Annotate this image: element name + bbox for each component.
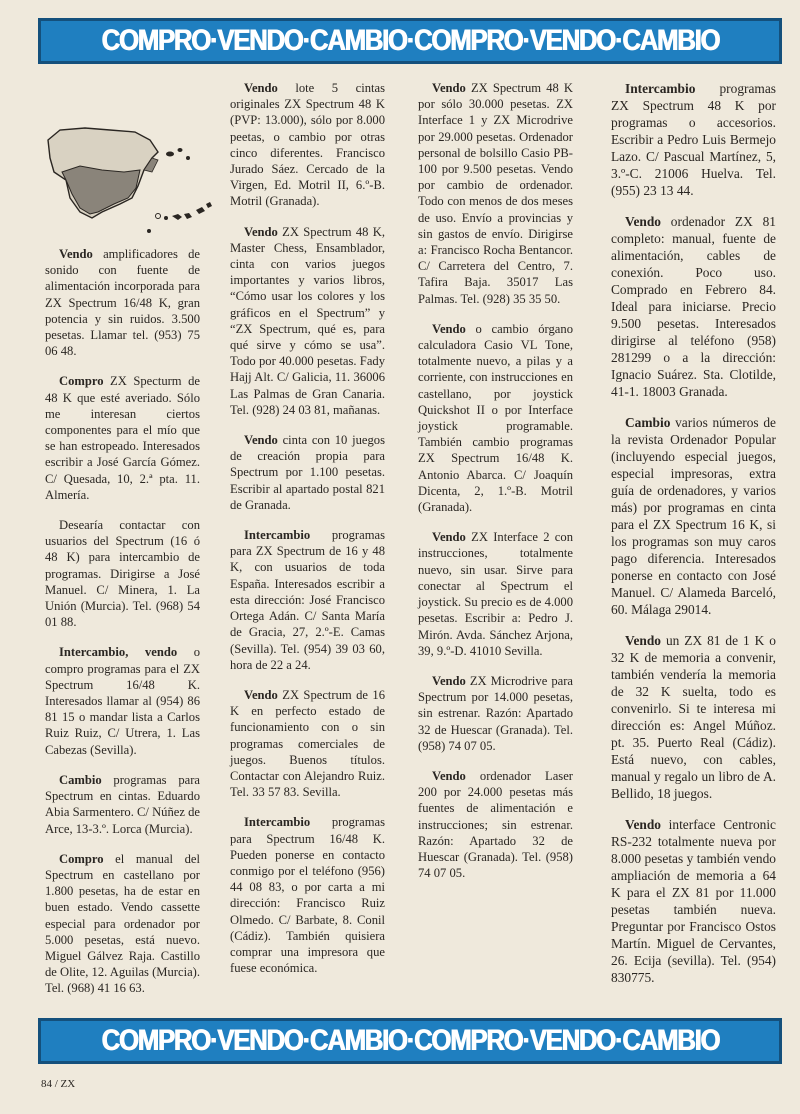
- spain-map-icon: [40, 100, 215, 240]
- classified-ad: Desearía contactar con usuarios del Spectrum (16 ó 48 K) para intercambio de programas. Dirigirse a José Manuel. C/ Minera, 1. La Unión (Murcia). Tel. (968) 54 01 88.: [45, 518, 200, 630]
- classified-ad: Compro el manual del Spectrum en castellano por 1.800 pesetas, ha de estar en buen estado. Vendo cassette especial para ordenador por 5.000 pesetas, está nuevo. Miguel Gálvez Raja. Castillo de Olite, 12. Aguilas (Murcia). Tel. (968) 41 16 63.: [45, 851, 200, 996]
- banner-title: COMPRO·VENDO·CAMBIO·COMPRO·VENDO·CAMBIO: [101, 1024, 719, 1057]
- top-banner: [38, 18, 782, 64]
- column-3: [418, 80, 573, 895]
- classified-ad: Vendo ZX Spectrum 48 K por sólo 30.000 pesetas. ZX Interface 1 y ZX Microdrive por 29.000 pesetas. Ordenador personal de bolsillo Casio PB-100 por 9.500 pesetas. Vendo por cambio de ordenador. Todo con menos de dos meses de uso. Envío a provincias y sin gastos de envío. Dirigirse a: Francisco Rocha Bentancor. C/ Carretera del Centro, 7. Tafira Baja. 35017 Las Palmas. Tel. (928) 35 35 50.: [418, 81, 573, 306]
- classified-ad: Vendo amplificadores de sonido con fuente de alimentación incorporada para ZX Spectrum 16/48 K, gran potencia y sin ruidos. 3.500 pesetas. Llamar tel. (953) 75 06 48.: [45, 247, 200, 359]
- column-4: [611, 80, 776, 1000]
- classified-ad: Vendo ZX Spectrum de 16 K en perfecto estado de funcionamiento con o sin programas comerciales de juegos. Buenos títulos. Contactar con Alejandro Ruiz. Tel. 33 57 83. Sevilla.: [230, 687, 385, 800]
- classified-ad: Vendo un ZX 81 de 1 K o 32 K de memoria a convenir, también vendería la memoria de 32 K suelta, todo es convenirlo. Si te interesa mi dirección es: Angel Múñoz. pt. 35. Puerto Real (Cádiz). Está nuevo, con cables, manual y regalo un libro de A. Bellido, 18 juegos.: [611, 633, 776, 801]
- classified-ad: Vendo ordenador ZX 81 completo: manual, fuente de alimentación, cables de conexión. Poco uso. Comprado en Febrero 84. Ideal para iniciarse. Precio 9.500 pesetas. Interesados dirigirse al teléfono (958) 281299 o a la dirección: Ignacio Suárez. Sta. Clotilde, 41-1. 18003 Granada.: [611, 214, 776, 399]
- classified-ad: Intercambio, vendo o compro programas para el ZX Spectrum 16/48 K. Interesados llamar al (954) 86 81 15 o mandar lista a Carlos Ruiz Ruiz, C/ Utrera, 1. Las Cabezas (Sevilla).: [45, 645, 200, 757]
- classified-ad: Cambio programas para Spectrum en cintas. Eduardo Abia Sarmentero. C/ Núñez de Arce, 13-3.º. Lorca (Murcia).: [45, 772, 200, 836]
- classified-ad: Vendo ZX Interface 2 con instrucciones, totalmente nuevo, sin usar. Sirve para conectar al Spectrum el joystick. Su precio es de 4.000 pesetas. Escribir a: Pedro J. Mirón. Avda. Sánchez Arjona, 39, 9.º-D. 41010 Sevilla.: [418, 530, 573, 658]
- banner-title: COMPRO·VENDO·CAMBIO·COMPRO·VENDO·CAMBIO: [101, 24, 719, 57]
- classified-ad: Vendo ZX Spectrum 48 K, Master Chess, Ensamblador, cinta con varios juegos importantes y varios libros, “Cómo usar los colores y los gráficos en el Spectrum” y “ZX Spectrum, qué es, para qué sirve y cómo se usa”. Todo por 40.000 pesetas. Fady Hajj Alt. C/ Galicia, 11. 36006 Las Palmas de Gran Canaria. Tel. (928) 24 03 81, mañanas.: [230, 224, 385, 417]
- classified-ad: Cambio varios números de la revista Ordenador Popular (incluyendo especial juegos, especial impresoras, extra guía de ordenadores, y varios más) por programas en cinta para el ZX Spectrum 16 K, si los programas son muy caros pago diferencia. Interesados ponerse en contacto con José Manuel. C/ Alameda Barceló, 60. Málaga 29014.: [611, 415, 776, 617]
- classified-ad: Compro ZX Specturm de 48 K que esté averiado. Sólo me interesan ciertos componentes para el mío que se han estropeado. Interesados escribir a José García Gómez. C/ Quesada, 10, 2.ª pta. 11. Almería.: [45, 374, 200, 502]
- classified-ad: Intercambio programas ZX Spectrum 48 K por programas o accesorios. Escribir a Pedro Luis Bermejo Lazo. C/ Pascual Martínez, 5, 3.º-C. 21006 Huelva. Tel. (955) 23 13 44.: [611, 81, 776, 198]
- bottom-banner: [38, 1018, 782, 1064]
- classified-ad: Vendo lote 5 cintas originales ZX Spectrum 48 K (PVP: 13.000), sólo por 8.000 peetas, o cambio por otras cinco diferentes. Francisco Jurado Sáez. Cercado de la Virgen, Ed. Motril II, 6.º-B. Motril (Granada).: [230, 81, 385, 209]
- column-1: [45, 246, 200, 1011]
- classified-ad: Vendo cinta con 10 juegos de creación propia para Spectrum por 1.100 pesetas. Escribir al apartado postal 821 de Granada.: [230, 433, 385, 512]
- classified-ad: Vendo o cambio órgano calculadora Casio VL Tone, totalmente nuevo, a pilas y a corriente, con instrucciones en castellano, por joystick Quickshot II o por Interface joystick programable. También cambio programas ZX Spectrum 16/48 K. Antonio Abarca. C/ Joaquín Dicenta, 2, 1.º-B. Motril (Granada).: [418, 321, 573, 515]
- column-2: [230, 80, 385, 990]
- classified-ad: Vendo interface Centronic RS-232 totalmente nueva por 8.000 pesetas y también vendo ampliación de memoria a 64 K para el ZX 81 por 11.000 pesetas también nueva. Preguntar por Francisco Ostos Martín. Miguel de Cervantes, 26. Ecija (sevilla). Tel. (954) 830775.: [611, 817, 776, 985]
- classified-ad: Vendo ordenador Laser 200 por 24.000 pesetas más fuentes de alimentación e instrucciones; sin estrenar. Razón: Apartado 32 de Huescar (Granada). Tel. (958) 74 07 05.: [418, 768, 573, 881]
- classified-ad: Intercambio programas para Spectrum 16/48 K. Pueden ponerse en contacto conmigo por el teléfono (956) 44 08 83, o por carta a mi dirección: Francisco Ruiz Olmedo. C/ Barbate, 8. Conil (Cádiz). También quisiera comprar una impresora que fuese económica.: [230, 815, 385, 976]
- page-number: 84 / ZX: [41, 1078, 76, 1090]
- classified-ad: Vendo ZX Microdrive para Spectrum por 14.000 pesetas, sin estrenar. Razón: Apartado 32 de Huescar (Granada). Tel. (958) 74 07 05.: [418, 673, 573, 753]
- classified-ad: Intercambio programas para ZX Spectrum de 16 y 48 K, con usuarios de toda España. Interesados escribir a esta dirección: José Francisco Ortega Adán. C/ Santa María de Gracia, 27, 2.º-E. Camas (Sevilla). Tel. (954) 39 03 60, hora de 22 a 24.: [230, 528, 385, 672]
